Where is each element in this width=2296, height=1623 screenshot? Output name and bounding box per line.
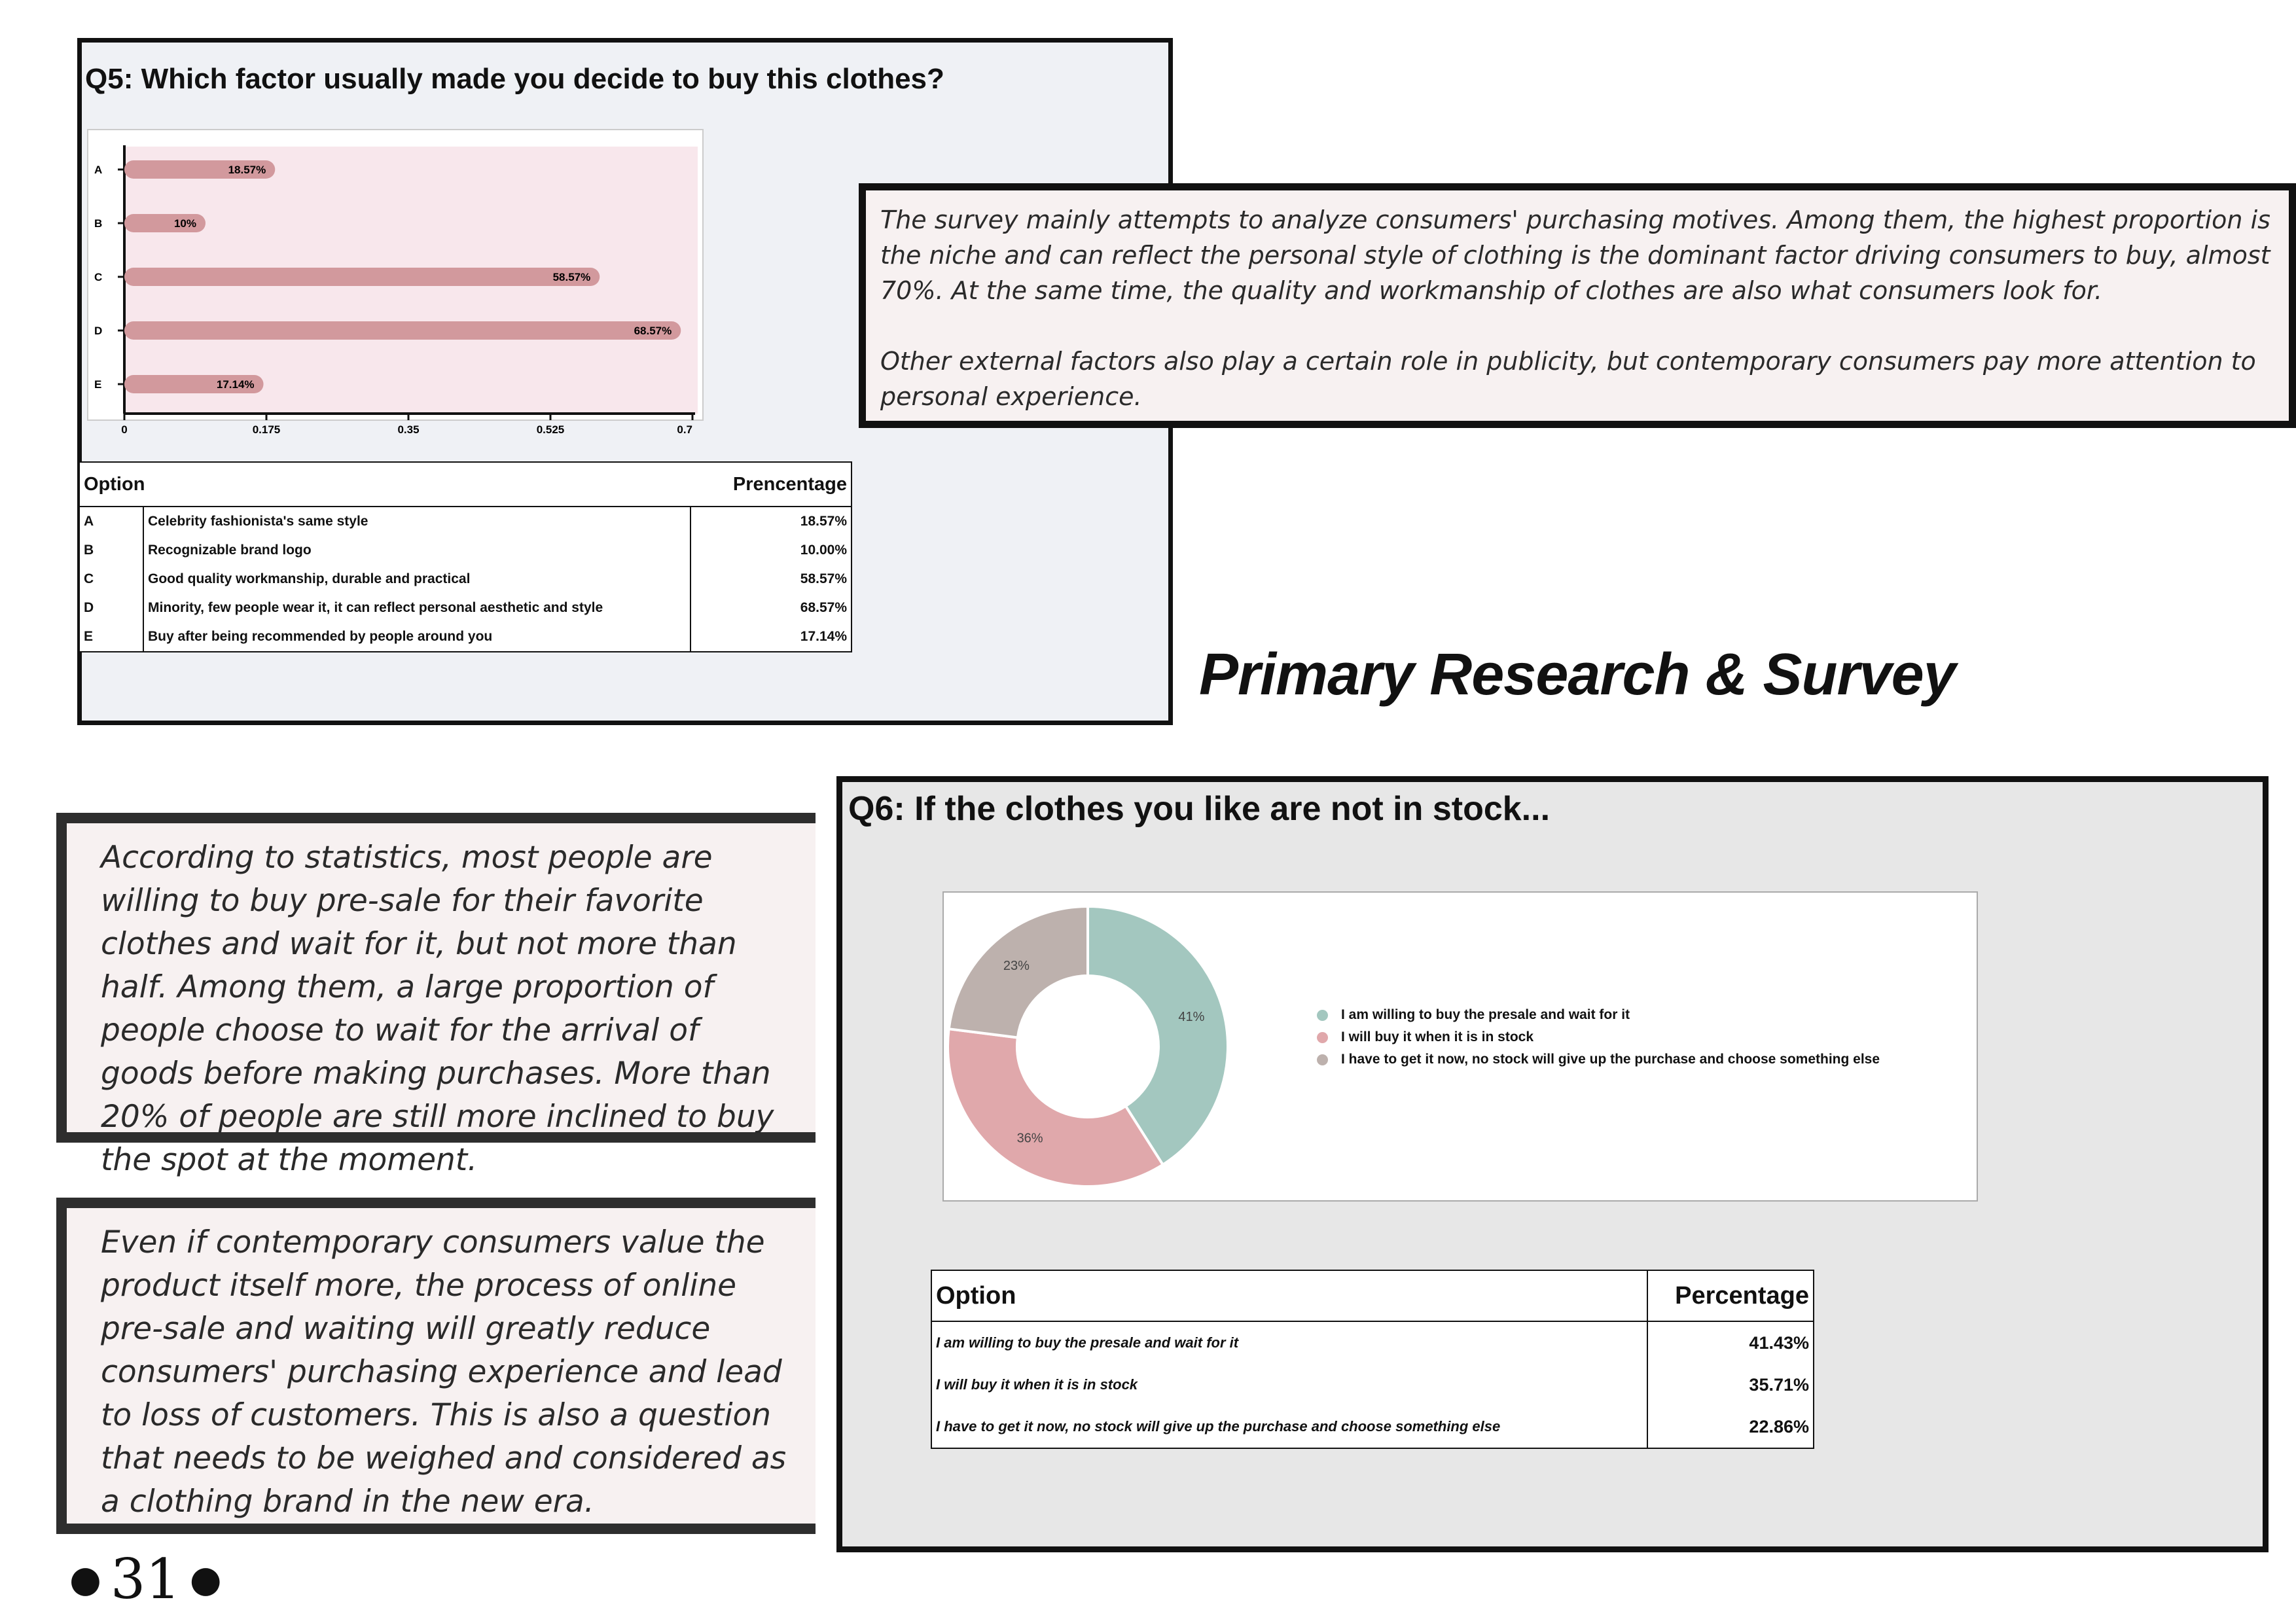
legend-item xyxy=(1317,1026,1880,1048)
q5-options-table xyxy=(79,461,852,652)
q6-chart-frame xyxy=(942,891,1978,1202)
y-tick-label: D xyxy=(94,325,103,337)
option-percentage: 68.57% xyxy=(800,600,847,615)
bullet-icon: ● xyxy=(69,1558,101,1601)
slice-label: 36% xyxy=(1016,1131,1043,1146)
table-row xyxy=(931,1321,1814,1364)
x-tick-label: 0.175 xyxy=(252,423,281,436)
survey-description-box xyxy=(859,183,2296,428)
bullet-icon: ● xyxy=(189,1558,222,1601)
y-tick-label: A xyxy=(94,164,103,176)
section-title: Primary Research & Survey xyxy=(1199,642,1956,707)
table-row xyxy=(931,1406,1814,1448)
table-row xyxy=(79,507,852,536)
y-tick-label: B xyxy=(94,217,103,230)
x-tick-label: 0 xyxy=(121,423,128,436)
header-percentage: Percentage xyxy=(1647,1270,1814,1321)
header-option: Option xyxy=(931,1270,1647,1321)
option-percentage: 10.00% xyxy=(800,543,847,558)
option-percentage: 22.86% xyxy=(1749,1416,1809,1436)
q6-options-table xyxy=(931,1270,1814,1449)
data-label: 17.14% xyxy=(216,378,255,391)
x-tick-label: 0.7 xyxy=(677,423,692,436)
option-text: I am willing to buy the presale and wait for it xyxy=(931,1321,1647,1364)
legend-item xyxy=(1317,1004,1880,1026)
option-percentage: 41.43% xyxy=(1749,1332,1809,1353)
page-number-value: 31 xyxy=(110,1547,181,1611)
legend-item xyxy=(1317,1048,1880,1071)
q6-donut-chart xyxy=(944,893,1310,1200)
table-row xyxy=(79,536,852,565)
legend-swatch xyxy=(1317,1032,1328,1043)
option-percentage: 58.57% xyxy=(800,571,847,586)
option-text: Good quality workmanship, durable and practical xyxy=(143,565,691,594)
legend-label: I will buy it when it is in stock xyxy=(1341,1029,1534,1044)
description-paragraph-2: Other external factors also play a certain role in publicity, but contemporary consumers pay more attention to personal experience. xyxy=(880,347,2256,411)
option-letter: D xyxy=(79,594,143,622)
option-letter: C xyxy=(79,565,143,594)
table-row xyxy=(79,622,852,652)
option-text: I will buy it when it is in stock xyxy=(931,1364,1647,1406)
data-label: 10% xyxy=(173,217,196,230)
option-text: Buy after being recommended by people around you xyxy=(143,622,691,652)
y-tick-label: C xyxy=(94,271,103,283)
page-number xyxy=(60,1547,231,1611)
header-option: Option xyxy=(79,462,691,507)
slice-label: 23% xyxy=(1003,959,1030,974)
consumer-experience-text: Even if contemporary consumers value the product itself more, the process of online pre-sale and waiting will greatly reduce consumers' purchasing experience and lead to loss of customers. This is also a question that needs to be weighed and considered as a clothing brand in the new era. xyxy=(56,1198,816,1534)
option-letter: E xyxy=(79,622,143,652)
x-tick-label: 0.35 xyxy=(397,423,420,436)
data-label: 58.57% xyxy=(552,271,591,283)
y-tick-label: E xyxy=(94,378,102,391)
table-header-row xyxy=(79,462,852,507)
data-label: 68.57% xyxy=(634,325,672,337)
option-letter: B xyxy=(79,536,143,565)
bar xyxy=(124,321,681,340)
description-paragraph-1: The survey mainly attempts to analyze consumers' purchasing motives. Among them, the highest proportion is the niche and can reflect the personal style of clothing is the dominant factor driving consumers to buy, almost 70%. At the same time, the quality and workmanship of clothes are also what consumers look for. xyxy=(880,205,2270,305)
table-row xyxy=(79,594,852,622)
option-letter: A xyxy=(79,507,143,536)
legend-swatch xyxy=(1317,1010,1328,1021)
legend-label: I have to get it now, no stock will give up the purchase and choose something else xyxy=(1341,1052,1880,1067)
option-text: Minority, few people wear it, it can reflect personal aesthetic and style xyxy=(143,594,691,622)
table-header-row xyxy=(931,1270,1814,1321)
bar xyxy=(124,268,600,286)
option-percentage: 18.57% xyxy=(800,514,847,529)
x-tick-label: 0.525 xyxy=(536,423,565,436)
presale-analysis-text: According to statistics, most people are willing to buy pre-sale for their favorite clothes and wait for it, but not more than half. Among them, a large proportion of people choose to wait for the arrival of goods before making purchases. More than 20% of people are still more inclined to buy the spot at the moment. xyxy=(56,813,816,1143)
legend-swatch xyxy=(1317,1054,1328,1065)
slice-label: 41% xyxy=(1178,1009,1205,1024)
option-percentage: 35.71% xyxy=(1749,1374,1809,1395)
option-text: Recognizable brand logo xyxy=(143,536,691,565)
q6-title: Q6: If the clothes you like are not in stock... xyxy=(848,790,1551,828)
q6-legend xyxy=(1317,1004,1880,1071)
option-text: Celebrity fashionista's same style xyxy=(143,507,691,536)
q5-title: Q5: Which factor usually made you decide to buy this clothes? xyxy=(85,63,944,95)
data-label: 18.57% xyxy=(228,164,266,176)
legend-label: I am willing to buy the presale and wait for it xyxy=(1341,1007,1630,1022)
table-row xyxy=(931,1364,1814,1406)
table-row xyxy=(79,565,852,594)
q5-bar-chart xyxy=(86,126,708,436)
header-percentage: Prencentage xyxy=(691,462,852,507)
option-text: I have to get it now, no stock will give up the purchase and choose something else xyxy=(931,1406,1647,1448)
option-percentage: 17.14% xyxy=(800,629,847,644)
